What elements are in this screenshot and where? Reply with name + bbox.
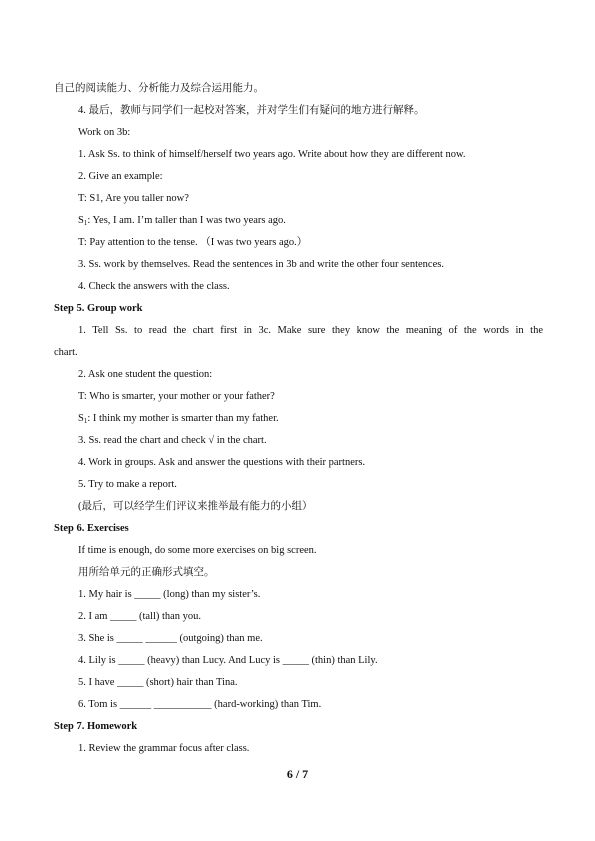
speaker-text: : I think my mother is smarter than my father.: [87, 413, 279, 424]
text-line: T: Who is smarter, your mother or your father?: [78, 391, 275, 402]
speaker-line: [78, 214, 286, 230]
speaker-subscript: 1: [83, 219, 88, 227]
text-line: T: Pay attention to the tense. （I was two years ago.）: [78, 237, 308, 248]
text-line: 自己的阅读能力、分析能力及综合运用能力。: [54, 83, 264, 94]
section-heading: Step 7. Homework: [54, 721, 138, 732]
exercise-item: 5. I have _____ (short) hair than Tina.: [78, 677, 238, 688]
speaker-text: : Yes, I am. I’m taller than I was two years ago.: [87, 215, 286, 226]
text-line: 4. 最后，教师与同学们一起校对答案，并对学生们有疑问的地方进行解释。: [78, 105, 425, 116]
text-line: 2. Give an example:: [78, 171, 163, 182]
speaker-subscript: 1: [83, 417, 88, 425]
exercise-item: 3. She is _____ ______ (outgoing) than me.: [78, 633, 263, 644]
text-line: Work on 3b:: [78, 127, 131, 138]
text-line: 1. Tell Ss. to read the chart first in 3c. Make sure they know the meaning of the words in the: [78, 325, 543, 336]
text-line: 4. Check the answers with the class.: [78, 281, 230, 292]
text-line: 3. Ss. work by themselves. Read the sentences in 3b and write the other four sentences.: [78, 259, 444, 270]
text-line: chart.: [54, 347, 78, 358]
exercise-item: 6. Tom is ______ ___________ (hard-working) than Tim.: [78, 699, 322, 710]
text-line: 3. Ss. read the chart and check √ in the chart.: [78, 435, 267, 446]
text-line: If time is enough, do some more exercises on big screen.: [78, 545, 317, 556]
page-number: 6 / 7: [286, 767, 309, 781]
section-heading: Step 6. Exercises: [54, 523, 129, 534]
exercise-item: 1. My hair is _____ (long) than my sister’s.: [78, 589, 261, 600]
text-line: 5. Try to make a report.: [78, 479, 177, 490]
text-line: T: S1, Are you taller now?: [78, 193, 189, 204]
speaker-label: S: [78, 215, 84, 226]
text-line: (最后，可以经学生们评议来推举最有能力的小组）: [78, 501, 313, 512]
speaker-label: S: [78, 413, 84, 424]
text-line: 用所给单元的正确形式填空。: [78, 567, 215, 578]
text-line: 2. Ask one student the question:: [78, 369, 213, 380]
exercise-item: 2. I am _____ (tall) than you.: [78, 611, 202, 622]
text-line: 1. Ask Ss. to think of himself/herself two years ago. Write about how they are different now.: [78, 149, 466, 160]
exercise-item: 4. Lily is _____ (heavy) than Lucy. And Lucy is _____ (thin) than Lily.: [78, 655, 378, 666]
text-line: 1. Review the grammar focus after class.: [78, 743, 250, 754]
section-heading: Step 5. Group work: [54, 303, 143, 314]
speaker-line: [78, 412, 279, 428]
text-line: 4. Work in groups. Ask and answer the questions with their partners.: [78, 457, 366, 468]
